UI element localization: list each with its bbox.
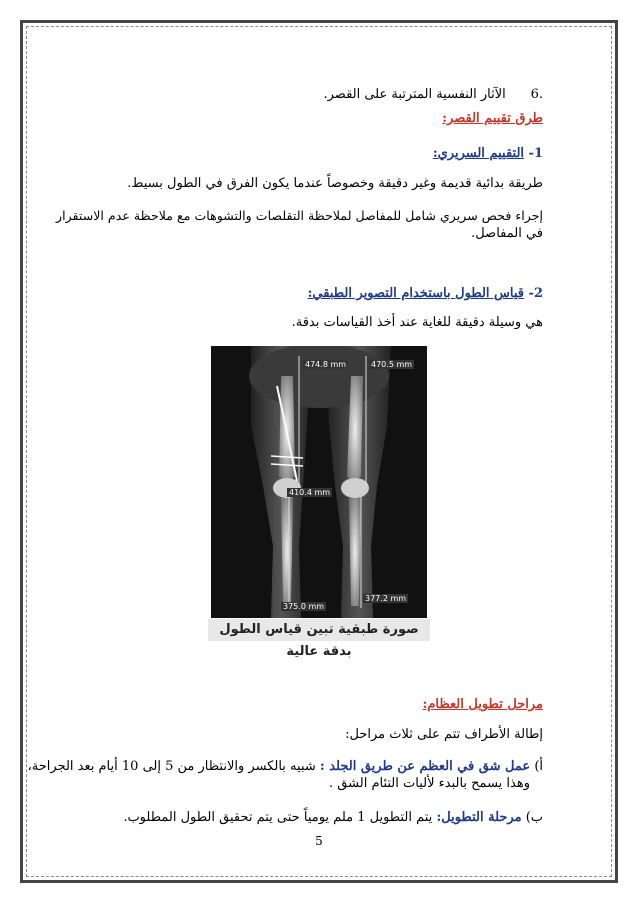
stage-a-text: شبيه بالكسر والانتظار من 5 إلى 10 أيام بعد الجراحة، — [27, 759, 316, 774]
clinical-para-2-line-2: في المفاصل. — [471, 226, 543, 241]
clinical-heading-num: 1- — [528, 146, 543, 161]
item-6-number: .6 — [530, 87, 543, 102]
clinical-para-2-line-1: إجراء فحص سريري شامل للمفاصل لملاحظة التقلصات والتشوهات مع ملاحظة عدم الاستقرار — [56, 208, 543, 223]
stage-b-title: مرحلة التطويل: — [436, 810, 522, 825]
measurement-label: 375.0 mm — [283, 602, 325, 611]
imaging-para: هي وسيلة دقيقة للغاية عند أخذ القياسات بدقة. — [291, 315, 543, 330]
figure-caption: صورة طبقية تبين قياس الطول بدقة عالية — [208, 619, 430, 641]
stage-a-label: أ) — [534, 759, 543, 774]
clinical-heading — [433, 146, 543, 162]
stage-b-label: ب) — [525, 810, 543, 825]
measurement-label: 377.2 mm — [365, 594, 407, 603]
imaging-heading-text: قياس الطول باستخدام التصوير الطبقي: — [307, 286, 525, 301]
stage-a-title: عمل شق في العظم عن طريق الجلد : — [319, 759, 531, 774]
stage-b-text: يتم التطويل 1 ملم يومياً حتى يتم تحقيق الطول المطلوب. — [123, 810, 433, 825]
measurement-label: 474.8 mm — [305, 360, 347, 369]
methods-heading: طرق تقييم القصر: — [442, 111, 543, 126]
measurement-label: 410.4 mm — [289, 488, 331, 497]
imaging-heading — [308, 286, 543, 302]
item-6-text: الآثار النفسية المترتبة على القصر. — [323, 87, 506, 102]
clinical-heading-text: التقييم السريري: — [432, 146, 525, 161]
imaging-heading-num: 2- — [528, 286, 543, 301]
measurement-label: 470.5 mm — [371, 360, 413, 369]
item-6 — [323, 87, 543, 103]
stages-heading: مراحل تطويل العظام: — [422, 697, 543, 712]
xray-image — [211, 346, 427, 618]
stage-a — [28, 759, 543, 775]
clinical-para-1: طريقة بدائية قديمة وغير دقيقة وخصوصاً عندما يكون الفرق في الطول بسيط. — [127, 176, 543, 191]
stage-b — [123, 810, 543, 826]
stage-a-line-2: وهذا يسمح بالبدء لأليات التئام الشق . — [329, 776, 530, 791]
page-number: 5 — [315, 834, 323, 848]
stages-intro: إطالة الأطراف تتم على ثلاث مراحل: — [345, 727, 543, 742]
